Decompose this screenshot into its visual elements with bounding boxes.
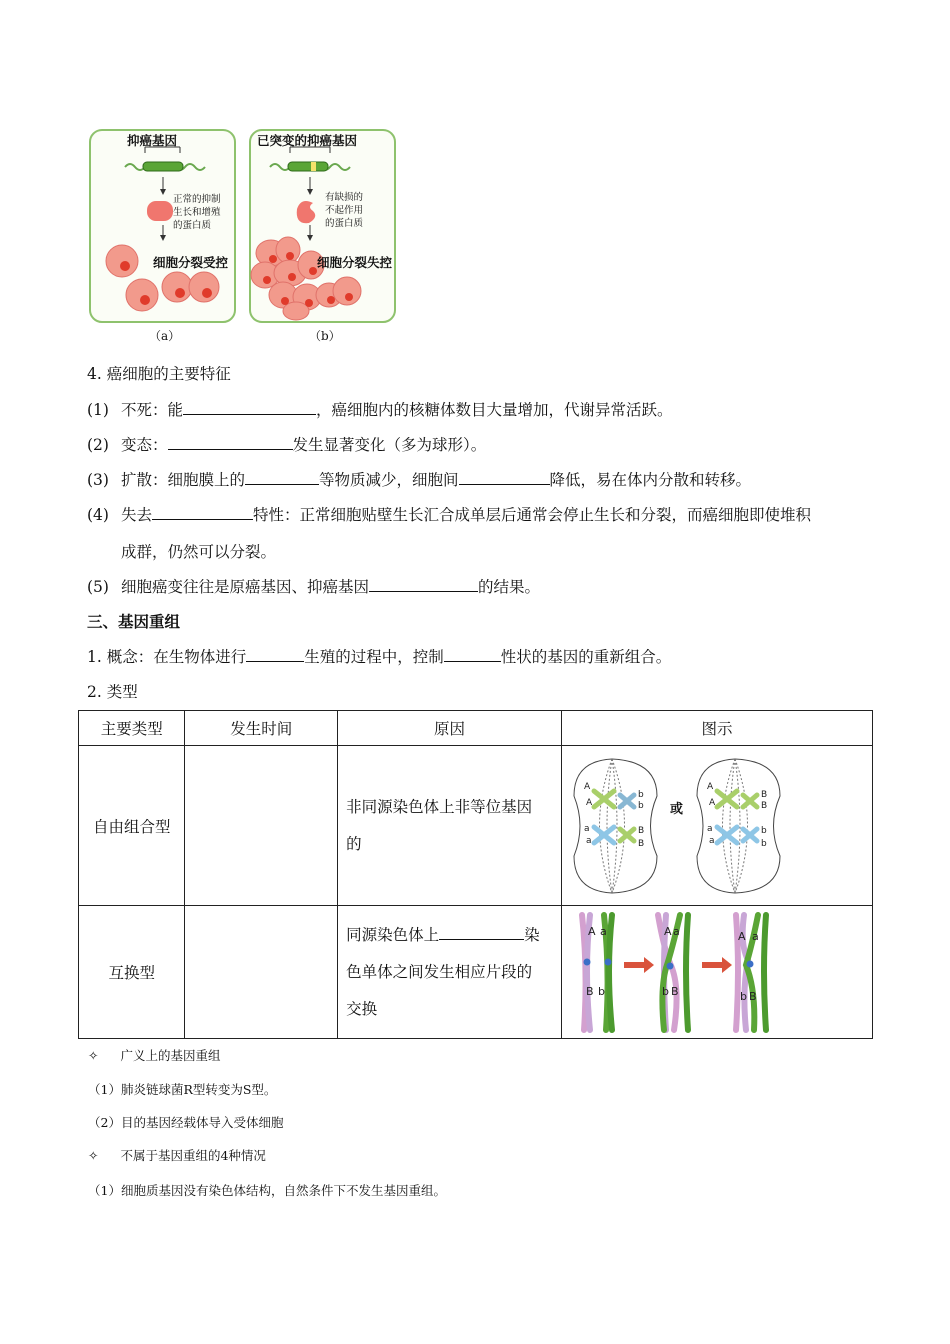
reason-text: 染: [524, 925, 540, 944]
or-label: 或: [670, 802, 684, 817]
section3-heading: 三、基因重组: [87, 613, 181, 631]
panel-b-protein-note: [325, 191, 363, 230]
fill-blank[interactable]: [439, 925, 524, 940]
concept-text: 性状的基因的重新组合。: [500, 648, 672, 666]
recombination-types-table: [78, 710, 873, 1039]
not-item: （1）细胞质基因没有染色体结构，自然条件下不发生基因重组。: [88, 1183, 446, 1198]
reason-line: 交换: [346, 999, 378, 1018]
meiosis-diagram: [572, 751, 872, 901]
fill-blank[interactable]: [152, 505, 253, 520]
reason-line: 非同源染色体上非等位基因: [346, 797, 533, 816]
note-line: 正常的抑制: [173, 194, 221, 205]
time-cell[interactable]: [185, 746, 338, 906]
svg-text:a: a: [600, 924, 607, 938]
panel-a-result: 细胞分裂受控: [153, 255, 229, 270]
concept-text: 1. 概念：在生物体进行: [87, 648, 247, 666]
type-cell: 互换型: [79, 906, 185, 1039]
table-row: [79, 906, 873, 1039]
table-row: [79, 746, 873, 906]
fill-blank[interactable]: [444, 647, 501, 662]
item-text: 发生显著变化（多为球形）。: [292, 436, 487, 454]
reason-text: 同源染色体上: [346, 925, 440, 944]
item-number: (5): [87, 578, 109, 596]
svg-text:B: B: [761, 789, 768, 800]
feature-item-4-continuation: 成群，仍然可以分裂。: [121, 543, 277, 561]
item-number: (3): [87, 471, 109, 489]
item-text: 细胞癌变往往是原癌基因、抑癌基因: [121, 578, 370, 596]
not-recombination-title: [88, 1146, 266, 1164]
header-figure: 图示: [562, 711, 873, 746]
note-line: 生长和增殖: [173, 207, 221, 218]
svg-text:B: B: [638, 838, 645, 849]
panel-b-result: 细胞分裂失控: [317, 255, 393, 270]
item-number: (2): [87, 436, 109, 454]
svg-text:B: B: [586, 984, 594, 998]
svg-text:A: A: [707, 781, 714, 792]
svg-text:b: b: [638, 800, 644, 811]
concept-text: 生殖的过程中，控制: [304, 648, 444, 666]
item-text: ，癌细胞内的核糖体数目大量增加，代谢异常活跃。: [316, 401, 673, 419]
header-reason: 原因: [338, 711, 562, 746]
fill-blank[interactable]: [246, 647, 304, 662]
svg-text:a: a: [586, 835, 592, 846]
section4-title: 4. 癌细胞的主要特征: [87, 365, 231, 383]
feature-item-4: [87, 503, 811, 525]
note-title: 广义上的基因重组: [120, 1048, 221, 1063]
broad-item: （1）肺炎链球菌R型转变为S型。: [88, 1082, 277, 1097]
note-line: 不起作用: [325, 205, 364, 216]
note-line: 的蛋白质: [325, 218, 364, 229]
svg-text:A: A: [586, 797, 593, 808]
type-cell: 自由组合型: [79, 746, 185, 906]
diamond-bullet-icon: ✧: [88, 1148, 99, 1163]
broad-item: （2）目的基因经载体导入受体细胞: [88, 1115, 284, 1130]
figure-svg: [85, 125, 405, 345]
svg-text:A: A: [664, 924, 672, 938]
reason-line: [338, 917, 561, 954]
reason-cell: [338, 906, 562, 1039]
svg-text:B: B: [638, 825, 645, 836]
feature-item-5: [87, 575, 540, 597]
panel-b-caption: （b）: [309, 329, 341, 343]
fill-blank[interactable]: [369, 577, 478, 592]
svg-text:b: b: [638, 789, 644, 800]
types-title: 2. 类型: [87, 683, 138, 701]
cancer-gene-figure: [85, 125, 405, 345]
panel-b-gene-title: 已突变的抑癌基因: [257, 133, 358, 148]
table-header-row: [79, 711, 873, 746]
svg-text:a: a: [584, 823, 590, 834]
panel-a-protein-note: [173, 193, 221, 232]
svg-text:B: B: [761, 800, 768, 811]
fill-blank[interactable]: [168, 435, 293, 450]
svg-text:A: A: [584, 781, 591, 792]
panel-a-gene-title: 抑癌基因: [127, 133, 178, 148]
svg-text:b: b: [761, 825, 767, 836]
item-text: 失去: [121, 506, 153, 524]
svg-text:b: b: [598, 984, 605, 998]
item-text: 的结果。: [478, 578, 541, 596]
figure-cell-independent-assortment: [562, 746, 873, 906]
broad-recombination-title: [88, 1046, 220, 1064]
item-text: 不死：能: [121, 401, 184, 419]
note-line: 的蛋白质: [173, 220, 212, 231]
svg-text:A: A: [588, 924, 596, 938]
header-time: 发生时间: [185, 711, 338, 746]
figure-cell-crossing-over: [562, 906, 873, 1039]
header-main-type: 主要类型: [79, 711, 185, 746]
item-text: 等物质减少，细胞间: [319, 471, 459, 489]
item-text: 变态：: [121, 436, 168, 454]
svg-text:a: a: [673, 924, 680, 938]
item-text: 扩散：细胞膜上的: [121, 471, 246, 489]
diamond-bullet-icon: ✧: [88, 1048, 99, 1063]
svg-text:a: a: [752, 929, 759, 943]
item-number: (4): [87, 506, 109, 524]
item-number: (1): [87, 401, 109, 419]
fill-blank[interactable]: [183, 400, 316, 415]
panel-a-caption: （a）: [149, 329, 181, 343]
svg-text:b: b: [740, 989, 747, 1003]
svg-text:a: a: [709, 835, 715, 846]
crossing-over-diagram: [572, 910, 782, 1035]
item-text: 降低，易在体内分散和转移。: [549, 471, 752, 489]
svg-text:b: b: [662, 984, 669, 998]
svg-text:B: B: [671, 984, 679, 998]
feature-item-2: [87, 433, 486, 455]
reason-line: 色单体之间发生相应片段的: [346, 962, 533, 981]
concept-line: [87, 645, 671, 667]
note-line: 有缺损的: [325, 192, 364, 203]
reason-line: 的: [346, 834, 362, 853]
item-text: 特性：正常细胞贴壁生长汇合成单层后通常会停止生长和分裂，而癌细胞即使堆积: [253, 506, 812, 524]
note-title: 不属于基因重组的4种情况: [120, 1148, 266, 1163]
time-cell[interactable]: [185, 906, 338, 1039]
feature-item-1: [87, 398, 673, 420]
svg-text:A: A: [709, 797, 716, 808]
svg-text:a: a: [707, 823, 713, 834]
feature-item-3: [87, 468, 751, 490]
svg-text:A: A: [738, 929, 746, 943]
svg-text:b: b: [761, 838, 767, 849]
fill-blank[interactable]: [245, 470, 319, 485]
reason-cell: [338, 746, 562, 906]
svg-text:B: B: [749, 989, 757, 1003]
fill-blank[interactable]: [459, 470, 550, 485]
